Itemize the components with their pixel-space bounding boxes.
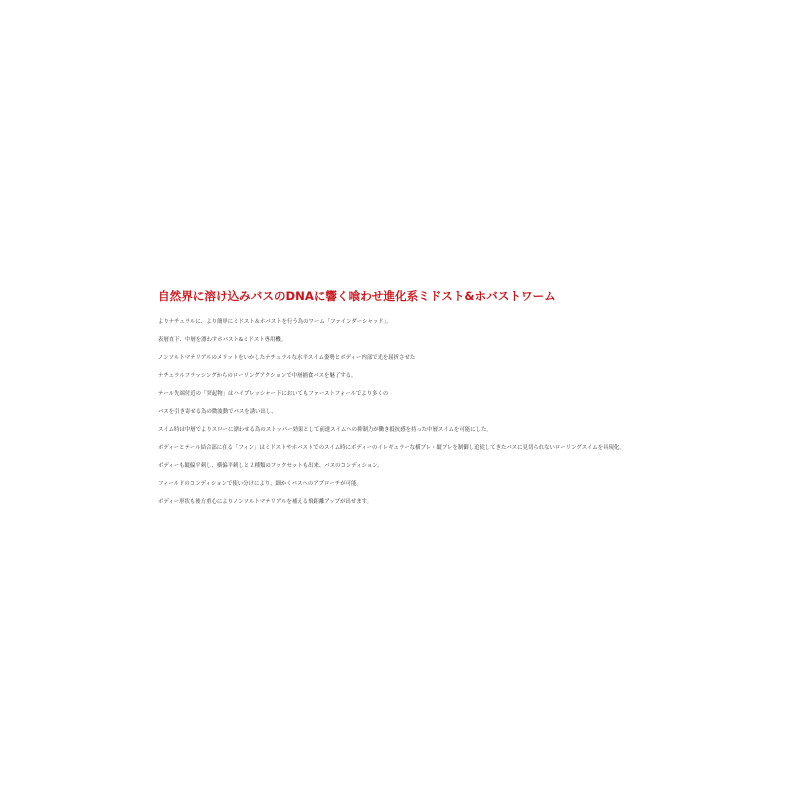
article-paragraph: よりナチュラルに、より簡単にミドスト＆ホバストを行う為のワーム「ファインダーシャッド」。 — [158, 319, 392, 325]
article-paragraph: バスを引き寄せる為の微波動でバスを誘い出し、 — [158, 409, 277, 415]
article-paragraph: ボディー形状も後方重心によりノンソルトマテリアルを補える飛距離アップが出せます。 — [158, 499, 372, 505]
article-paragraph: 表層直下、中層を漂わすホバスト&ミドスト専用機。 — [158, 337, 287, 343]
article-paragraph: スイム時は中層でよりスローに漂わせる為のストッパー効果として前進スイムへの抑制力が働き抵抗感を持った中層スイムを可能にした。 — [158, 427, 492, 433]
article — [158, 287, 638, 517]
article-paragraph: ボディーとテール結合部に在る「フィン」はミドストやホバストでのスイム時にボディーのイレギュラーな横ブレ・縦ブレを制御し追従してきたバスに見切られないローリングスイムを具現化。 — [158, 445, 625, 451]
article-paragraph: ナチュラルフラッシングからのローリングアクションで中層捕食バスを魅了する。 — [158, 373, 357, 379]
article-headline: 自然界に溶け込みバスのDNAに響く喰わせ進化系ミドスト&ホバストワーム — [158, 289, 556, 303]
article-paragraph: フィールドのコンディションで使い分けにより、細かくバスへのアプローチが可能。 — [158, 481, 362, 487]
article-paragraph: テール先端付近の「突起物」はハイプレッシャー下においてもファーストフォールでより多くの — [158, 391, 389, 397]
article-paragraph: ボディーも縦偏平刺し、横偏平刺しと２種類のフックセットも出来、バスのコンディション。 — [158, 463, 383, 469]
article-paragraph: ノンソルトマテリアルのメリットをいかしたナチュラルな水平スイム姿勢とボディー内部で光を屈折させた — [158, 355, 416, 361]
